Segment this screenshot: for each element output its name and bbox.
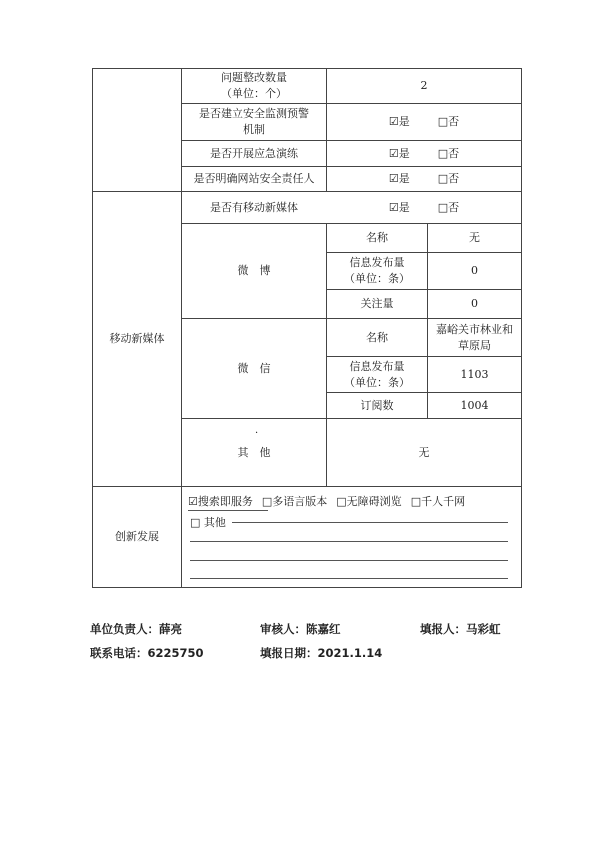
wechat-posts-label-line1: 信息发布量 <box>349 359 405 373</box>
drill-yes-checkbox[interactable]: ☑是 <box>388 146 410 160</box>
other-underline-1 <box>232 522 508 523</box>
other-underline-3 <box>190 560 508 561</box>
filler: 填报人：马彩虹 <box>420 622 501 636</box>
weibo-posts-label-line1: 信息发布量 <box>349 256 405 269</box>
rectify-count-label-line2: （单位：个） <box>221 87 287 100</box>
monitoring-label <box>182 104 326 140</box>
rectify-count-value: 2 <box>420 79 428 92</box>
responsible-choice <box>327 167 521 191</box>
weibo-name-label: 名称 <box>366 231 388 244</box>
reviewer: 审核人：陈嘉红 <box>260 622 341 636</box>
wechat-posts-label <box>327 357 427 392</box>
wechat-name-value-line1: 嘉峪关市林业和 <box>436 322 513 336</box>
other-dot: · <box>255 428 259 439</box>
option-accessibility-checkbox[interactable]: □无障碍浏览 <box>336 495 402 508</box>
wechat-posts-label-line2: （单位：条） <box>344 375 410 389</box>
wechat-name-value <box>428 319 521 356</box>
fill-date: 填报日期：2021.1.14 <box>260 646 383 660</box>
monitoring-label-line2: 机制 <box>243 123 265 136</box>
option-multilingual-checkbox[interactable]: □多语言版本 <box>261 495 328 508</box>
wechat-name-value-line2: 草原局 <box>458 338 491 352</box>
wechat-subs-value: 1004 <box>460 398 489 412</box>
responsible-no-checkbox[interactable]: □否 <box>437 172 460 185</box>
drill-no-checkbox[interactable]: □否 <box>437 146 460 160</box>
weibo-follow-value: 0 <box>471 297 478 310</box>
weibo-follow-label: 关注量 <box>360 297 394 310</box>
drill-choice <box>327 141 521 166</box>
has-media-yes-checkbox[interactable]: ☑是 <box>388 200 410 214</box>
innovation-section-label: 创新发展 <box>115 530 159 543</box>
weibo-posts-label-line2: （单位：条） <box>344 272 410 285</box>
other-underline-4 <box>190 578 508 579</box>
table-border-right <box>521 68 522 588</box>
weibo-label: 微 博 <box>237 264 271 277</box>
wechat-label: 微 信 <box>237 361 271 375</box>
monitoring-no-checkbox[interactable]: □否 <box>437 115 460 128</box>
rectify-count-label <box>182 69 326 103</box>
innovation-options <box>188 493 518 509</box>
other-underline-2 <box>190 541 508 542</box>
wechat-posts-value: 1103 <box>460 367 489 381</box>
responsible-label: 是否明确网站安全责任人 <box>193 172 315 185</box>
option-personalized-checkbox[interactable]: □千人千网 <box>410 495 466 508</box>
option-underline <box>188 510 268 511</box>
weibo-posts-value: 0 <box>471 264 478 277</box>
drill-label: 是否开展应急演练 <box>210 146 298 160</box>
mobile-section-label: 移动新媒体 <box>109 332 165 345</box>
other-label: 其 他 <box>237 445 271 459</box>
monitoring-label-line1: 是否建立安全监测预警 <box>199 107 309 120</box>
option-search-service-checkbox[interactable]: ☑搜索即服务 <box>188 495 253 508</box>
weibo-posts-label <box>327 253 427 289</box>
weibo-name-value: 无 <box>469 231 480 244</box>
contact-phone: 联系电话：6225750 <box>90 646 204 660</box>
other-value: 无 <box>418 445 430 459</box>
wechat-subs-label: 订阅数 <box>360 398 394 412</box>
other-option-checkbox[interactable]: □ 其他 <box>190 516 226 529</box>
monitoring-choice <box>327 104 521 140</box>
has-media-no-checkbox[interactable]: □否 <box>437 200 460 214</box>
has-media-choice <box>327 192 521 223</box>
responsible-yes-checkbox[interactable]: ☑是 <box>388 172 410 185</box>
unit-head: 单位负责人：薛亮 <box>90 622 182 636</box>
wechat-name-label: 名称 <box>366 330 388 344</box>
has-media-label: 是否有移动新媒体 <box>210 200 298 214</box>
monitoring-yes-checkbox[interactable]: ☑是 <box>388 115 410 128</box>
rectify-count-label-line1: 问题整改数量 <box>221 71 287 84</box>
table-border-bottom <box>92 587 522 588</box>
